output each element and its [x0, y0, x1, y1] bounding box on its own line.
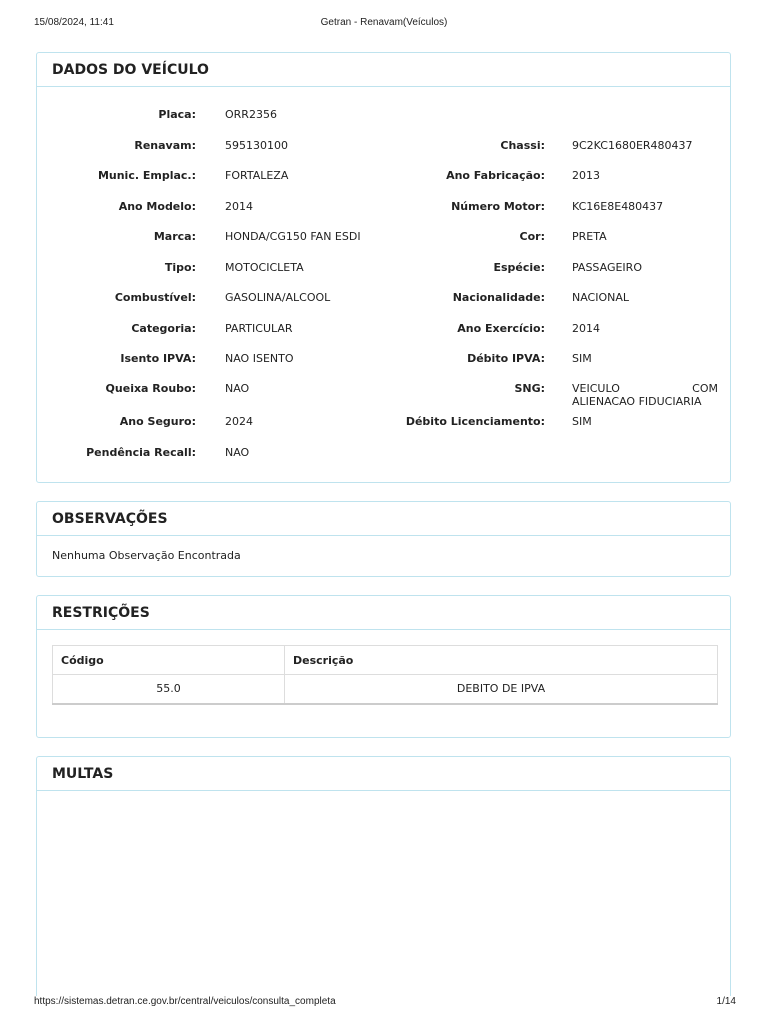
isento-ipva-label: Isento IPVA:: [120, 352, 196, 365]
cor-label: Cor:: [519, 230, 545, 243]
print-url: https://sistemas.detran.ce.gov.br/central/veiculos/consulta_completa: [34, 996, 336, 1007]
print-footer: [0, 996, 768, 1010]
restrictions-panel-title: RESTRIÇÕES: [37, 596, 730, 630]
cell-descricao: DEBITO DE IPVA: [285, 675, 718, 704]
debito-licenciamento-value: SIM: [572, 415, 592, 428]
sng-value-word2: COM: [692, 382, 718, 395]
print-header: [0, 17, 768, 31]
categoria-label: Categoria:: [131, 322, 196, 335]
observations-text: Nenhuma Observação Encontrada: [52, 549, 241, 562]
vehicle-panel-title: DADOS DO VEÍCULO: [37, 53, 730, 87]
table-row: [53, 675, 718, 704]
ano-modelo-label: Ano Modelo:: [118, 200, 196, 213]
restrictions-panel: [36, 595, 731, 738]
especie-label: Espécie:: [493, 261, 545, 274]
print-datetime: 15/08/2024, 11:41: [34, 17, 114, 28]
ano-seguro-value: 2024: [225, 415, 253, 428]
cell-codigo: 55.0: [53, 675, 285, 704]
debito-ipva-value: SIM: [572, 352, 592, 365]
nacionalidade-label: Nacionalidade:: [452, 291, 545, 304]
ano-seguro-label: Ano Seguro:: [119, 415, 196, 428]
tipo-label: Tipo:: [164, 261, 196, 274]
ano-exercicio-label: Ano Exercício:: [457, 322, 545, 335]
ano-modelo-value: 2014: [225, 200, 253, 213]
munic-emplac-value: FORTALEZA: [225, 169, 289, 182]
sng-label: SNG:: [514, 382, 545, 395]
fines-panel: [36, 756, 731, 996]
combustivel-value: GASOLINA/ALCOOL: [225, 291, 331, 304]
marca-label: Marca:: [153, 230, 196, 243]
ano-fabricacao-value: 2013: [572, 169, 600, 182]
chassi-label: Chassi:: [500, 139, 545, 152]
placa-value: ORR2356: [225, 108, 277, 121]
table-header-row: [53, 646, 718, 675]
tipo-value: MOTOCICLETA: [225, 261, 304, 274]
observations-panel: [36, 501, 731, 577]
vehicle-data-panel: [36, 52, 731, 483]
debito-licenciamento-label: Débito Licenciamento:: [405, 415, 545, 428]
observations-panel-title: OBSERVAÇÕES: [37, 502, 730, 536]
ano-exercicio-value: 2014: [572, 322, 600, 335]
renavam-label: Renavam:: [134, 139, 196, 152]
chassi-value: 9C2KC1680ER480437: [572, 139, 693, 152]
debito-ipva-label: Débito IPVA:: [467, 352, 545, 365]
marca-value: HONDA/CG150 FAN ESDI: [225, 230, 361, 243]
sng-value: [572, 382, 718, 408]
ano-fabricacao-label: Ano Fabricação:: [446, 169, 545, 182]
fines-panel-title: MULTAS: [37, 757, 730, 791]
categoria-value: PARTICULAR: [225, 322, 293, 335]
pendencia-recall-value: NAO: [225, 446, 250, 459]
print-page-title: Getran - Renavam(Veículos): [320, 17, 448, 28]
combustivel-label: Combustível:: [114, 291, 196, 304]
renavam-value: 595130100: [225, 139, 288, 152]
sng-value-word1: VEICULO: [572, 382, 620, 395]
header-descricao: Descrição: [285, 646, 718, 675]
print-page-number: 1/14: [716, 996, 736, 1007]
cor-value: PRETA: [572, 230, 607, 243]
placa-label: Placa:: [158, 108, 196, 121]
queixa-roubo-value: NAO: [225, 382, 250, 395]
munic-emplac-label: Munic. Emplac.:: [97, 169, 196, 182]
numero-motor-label: Número Motor:: [451, 200, 545, 213]
sng-value-line2: ALIENACAO FIDUCIARIA: [572, 395, 702, 408]
nacionalidade-value: NACIONAL: [572, 291, 630, 304]
pendencia-recall-label: Pendência Recall:: [86, 446, 196, 459]
queixa-roubo-label: Queixa Roubo:: [105, 382, 196, 395]
numero-motor-value: KC16E8E480437: [572, 200, 664, 213]
especie-value: PASSAGEIRO: [572, 261, 642, 274]
restrictions-table: [52, 645, 718, 705]
isento-ipva-value: NAO ISENTO: [225, 352, 294, 365]
header-codigo: Código: [53, 646, 285, 675]
